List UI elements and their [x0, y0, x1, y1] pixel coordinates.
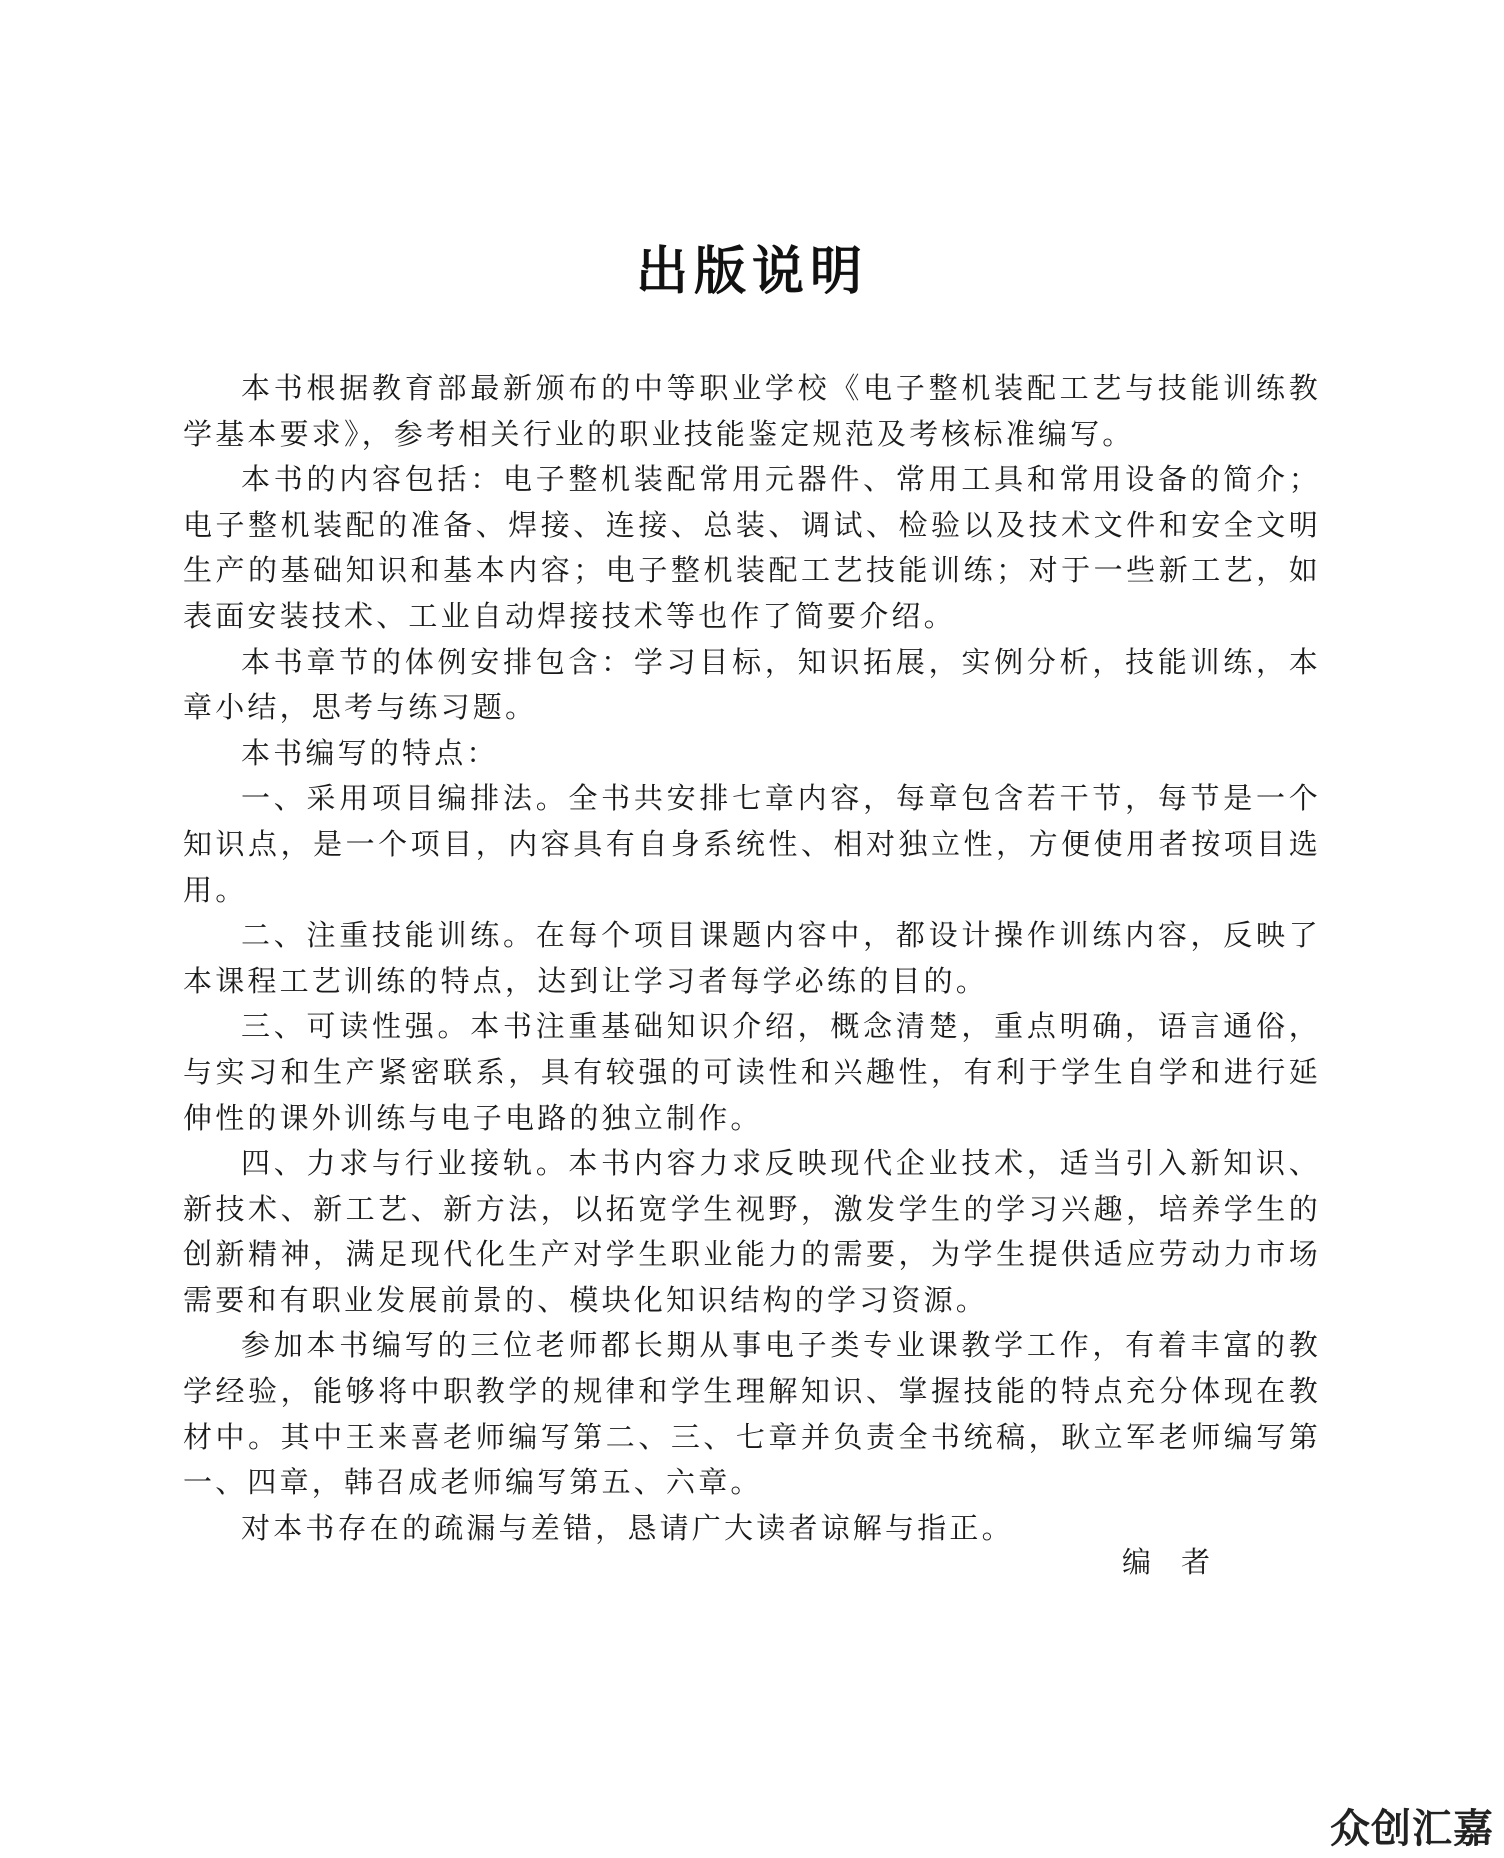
- paragraph-4: 本书编写的特点：: [241, 735, 499, 770]
- paragraph-9: 参加本书编写的三位老师都长期从事电子类专业课教学工作，有着丰富的教学经验，能够将中职教学的规律和学生理解知识、掌握技能的特点充分体现在教材中。其中王来喜老师编写第二、三、七章并负责全书统稿，耿立军老师编写第一、四章，韩召成老师编写第五、六章。: [183, 1328, 1321, 1500]
- paragraph-1: 本书根据教育部最新颁布的中等职业学校《电子整机装配工艺与技能训练教学基本要求》，参考相关行业的职业技能鉴定规范及考核标准编写。: [183, 371, 1321, 451]
- watermark-logo: 众创汇嘉: [1330, 1806, 1494, 1852]
- paragraph-2: 本书的内容包括：电子整机装配常用元器件、常用工具和常用设备的简介；电子整机装配的准备、焊接、连接、总装、调试、检验以及技术文件和安全文明生产的基础知识和基本内容；电子整机装配工艺技能训练；对于一些新工艺，如表面安装技术、工业自动焊接技术等也作了简要介绍。: [183, 462, 1321, 633]
- author-signature: 编者: [1122, 1545, 1241, 1579]
- paragraph-5: 一、采用项目编排法。全书共安排七章内容，每章包含若干节，每节是一个知识点，是一个项目，内容具有自身系统性、相对独立性，方便使用者按项目选用。: [183, 781, 1321, 907]
- paragraph-6: 二、注重技能训练。在每个项目课题内容中，都设计操作训练内容，反映了本课程工艺训练的特点，达到让学习者每学必练的目的。: [183, 918, 1321, 998]
- document-page: [183, 236, 1321, 1551]
- paragraph-3: 本书章节的体例安排包含：学习目标，知识拓展，实例分析，技能训练，本章小结，思考与练习题。: [183, 644, 1321, 725]
- paragraph-8: 四、力求与行业接轨。本书内容力求反映现代企业技术，适当引入新知识、新技术、新工艺、新方法，以拓宽学生视野，激发学生的学习兴趣，培养学生的创新精神，满足现代化生产对学生职业能力的需要，为学生提供适应劳动力市场需要和有职业发展前景的、模块化知识结构的学习资源。: [183, 1146, 1321, 1317]
- paragraph-10: 对本书存在的疏漏与差错，恳请广大读者谅解与指正。: [241, 1510, 1014, 1545]
- paragraph-7: 三、可读性强。本书注重基础知识介绍，概念清楚，重点明确，语言通俗，与实习和生产紧密联系，具有较强的可读性和兴趣性，有利于学生自学和进行延伸性的课外训练与电子电路的独立制作。: [183, 1009, 1321, 1135]
- document-body: [183, 366, 1321, 1551]
- page-title: 出版说明: [635, 242, 868, 302]
